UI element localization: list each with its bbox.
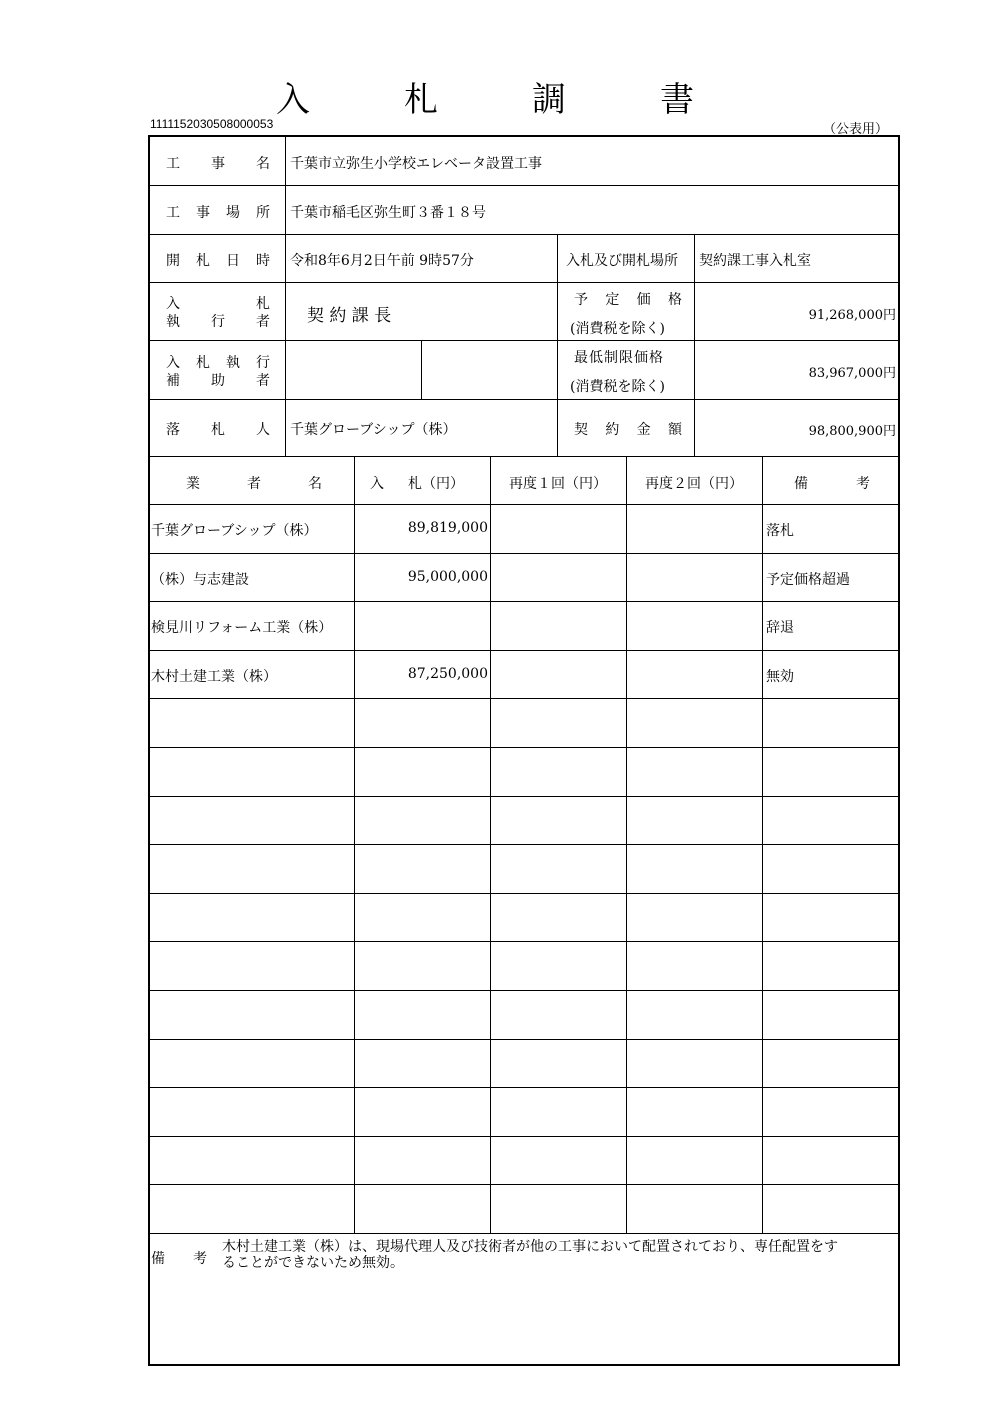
document-number: 1111152030508000053 xyxy=(150,117,274,131)
bid-company: 木村土建工業（株） xyxy=(151,669,277,685)
contract-amount: 98,800,900円 xyxy=(808,424,896,439)
notes-line-2: ることができないため無効。 xyxy=(222,1255,404,1271)
assistant-label-line1: 入 札 執 行 xyxy=(166,355,270,371)
assistant-label-line2: 補 助 者 xyxy=(166,373,270,389)
contract-amount-label: 契 約 金 額 xyxy=(574,422,682,438)
opening-date-label: 開 札 日 時 xyxy=(166,253,270,269)
bid-record-table xyxy=(148,135,900,1366)
winner: 千葉グローブシップ（株） xyxy=(290,422,457,438)
remarks-header: 備 考 xyxy=(794,476,870,492)
executor-label-line2: 執 行 者 xyxy=(166,314,270,330)
project-name: 千葉市立弥生小学校エレベータ設置工事 xyxy=(290,156,542,172)
company-header: 業 者 名 xyxy=(186,476,322,492)
bid-header: 入 札（円） xyxy=(370,476,464,492)
executor-label-line1: 入 札 xyxy=(166,296,270,312)
bid-amount: 89,819,000 xyxy=(407,520,488,536)
bid-remarks: 無効 xyxy=(766,669,794,685)
bid-company: 千葉グローブシップ（株） xyxy=(151,523,318,539)
project-place-label: 工 事 場 所 xyxy=(166,205,270,221)
bid-remarks: 予定価格超過 xyxy=(766,572,850,588)
min-price-tax-note: (消費税を除く) xyxy=(570,379,665,395)
rebid1-header: 再度１回（円） xyxy=(509,476,607,492)
bid-remarks: 落札 xyxy=(766,523,794,539)
notes-line-1: 木村土建工業（株）は、現場代理人及び技術者が他の工事において配置されており、専任配置をす xyxy=(222,1239,838,1255)
bid-remarks: 辞退 xyxy=(766,620,794,636)
notes-label: 備 考 xyxy=(151,1251,207,1267)
estimate-tax-note: (消費税を除く) xyxy=(570,321,665,337)
venue: 契約課工事入札室 xyxy=(699,253,811,269)
public-label: （公表用） xyxy=(822,122,888,137)
bid-amount: 87,250,000 xyxy=(407,666,488,682)
min-price: 83,967,000円 xyxy=(808,366,896,381)
estimate-price: 91,268,000円 xyxy=(808,308,896,323)
bid-company: （株）与志建設 xyxy=(151,572,249,588)
opening-date: 令和8年6月2日午前 9時57分 xyxy=(290,253,474,269)
venue-label: 入札及び開札場所 xyxy=(566,253,678,269)
executor: 契 約 課 長 xyxy=(307,306,392,326)
project-place: 千葉市稲毛区弥生町３番１８号 xyxy=(290,205,486,221)
winner-label: 落 札 人 xyxy=(166,422,270,438)
document-title: 入 札 調 書 xyxy=(276,80,724,120)
min-price-label: 最低制限価格 xyxy=(574,350,664,366)
estimate-label: 予 定 価 格 xyxy=(574,292,682,308)
rebid2-header: 再度２回（円） xyxy=(645,476,743,492)
bid-amount: 95,000,000 xyxy=(407,569,488,585)
bid-company: 検見川リフォーム工業（株） xyxy=(151,620,333,636)
project-name-label: 工 事 名 xyxy=(166,156,270,172)
